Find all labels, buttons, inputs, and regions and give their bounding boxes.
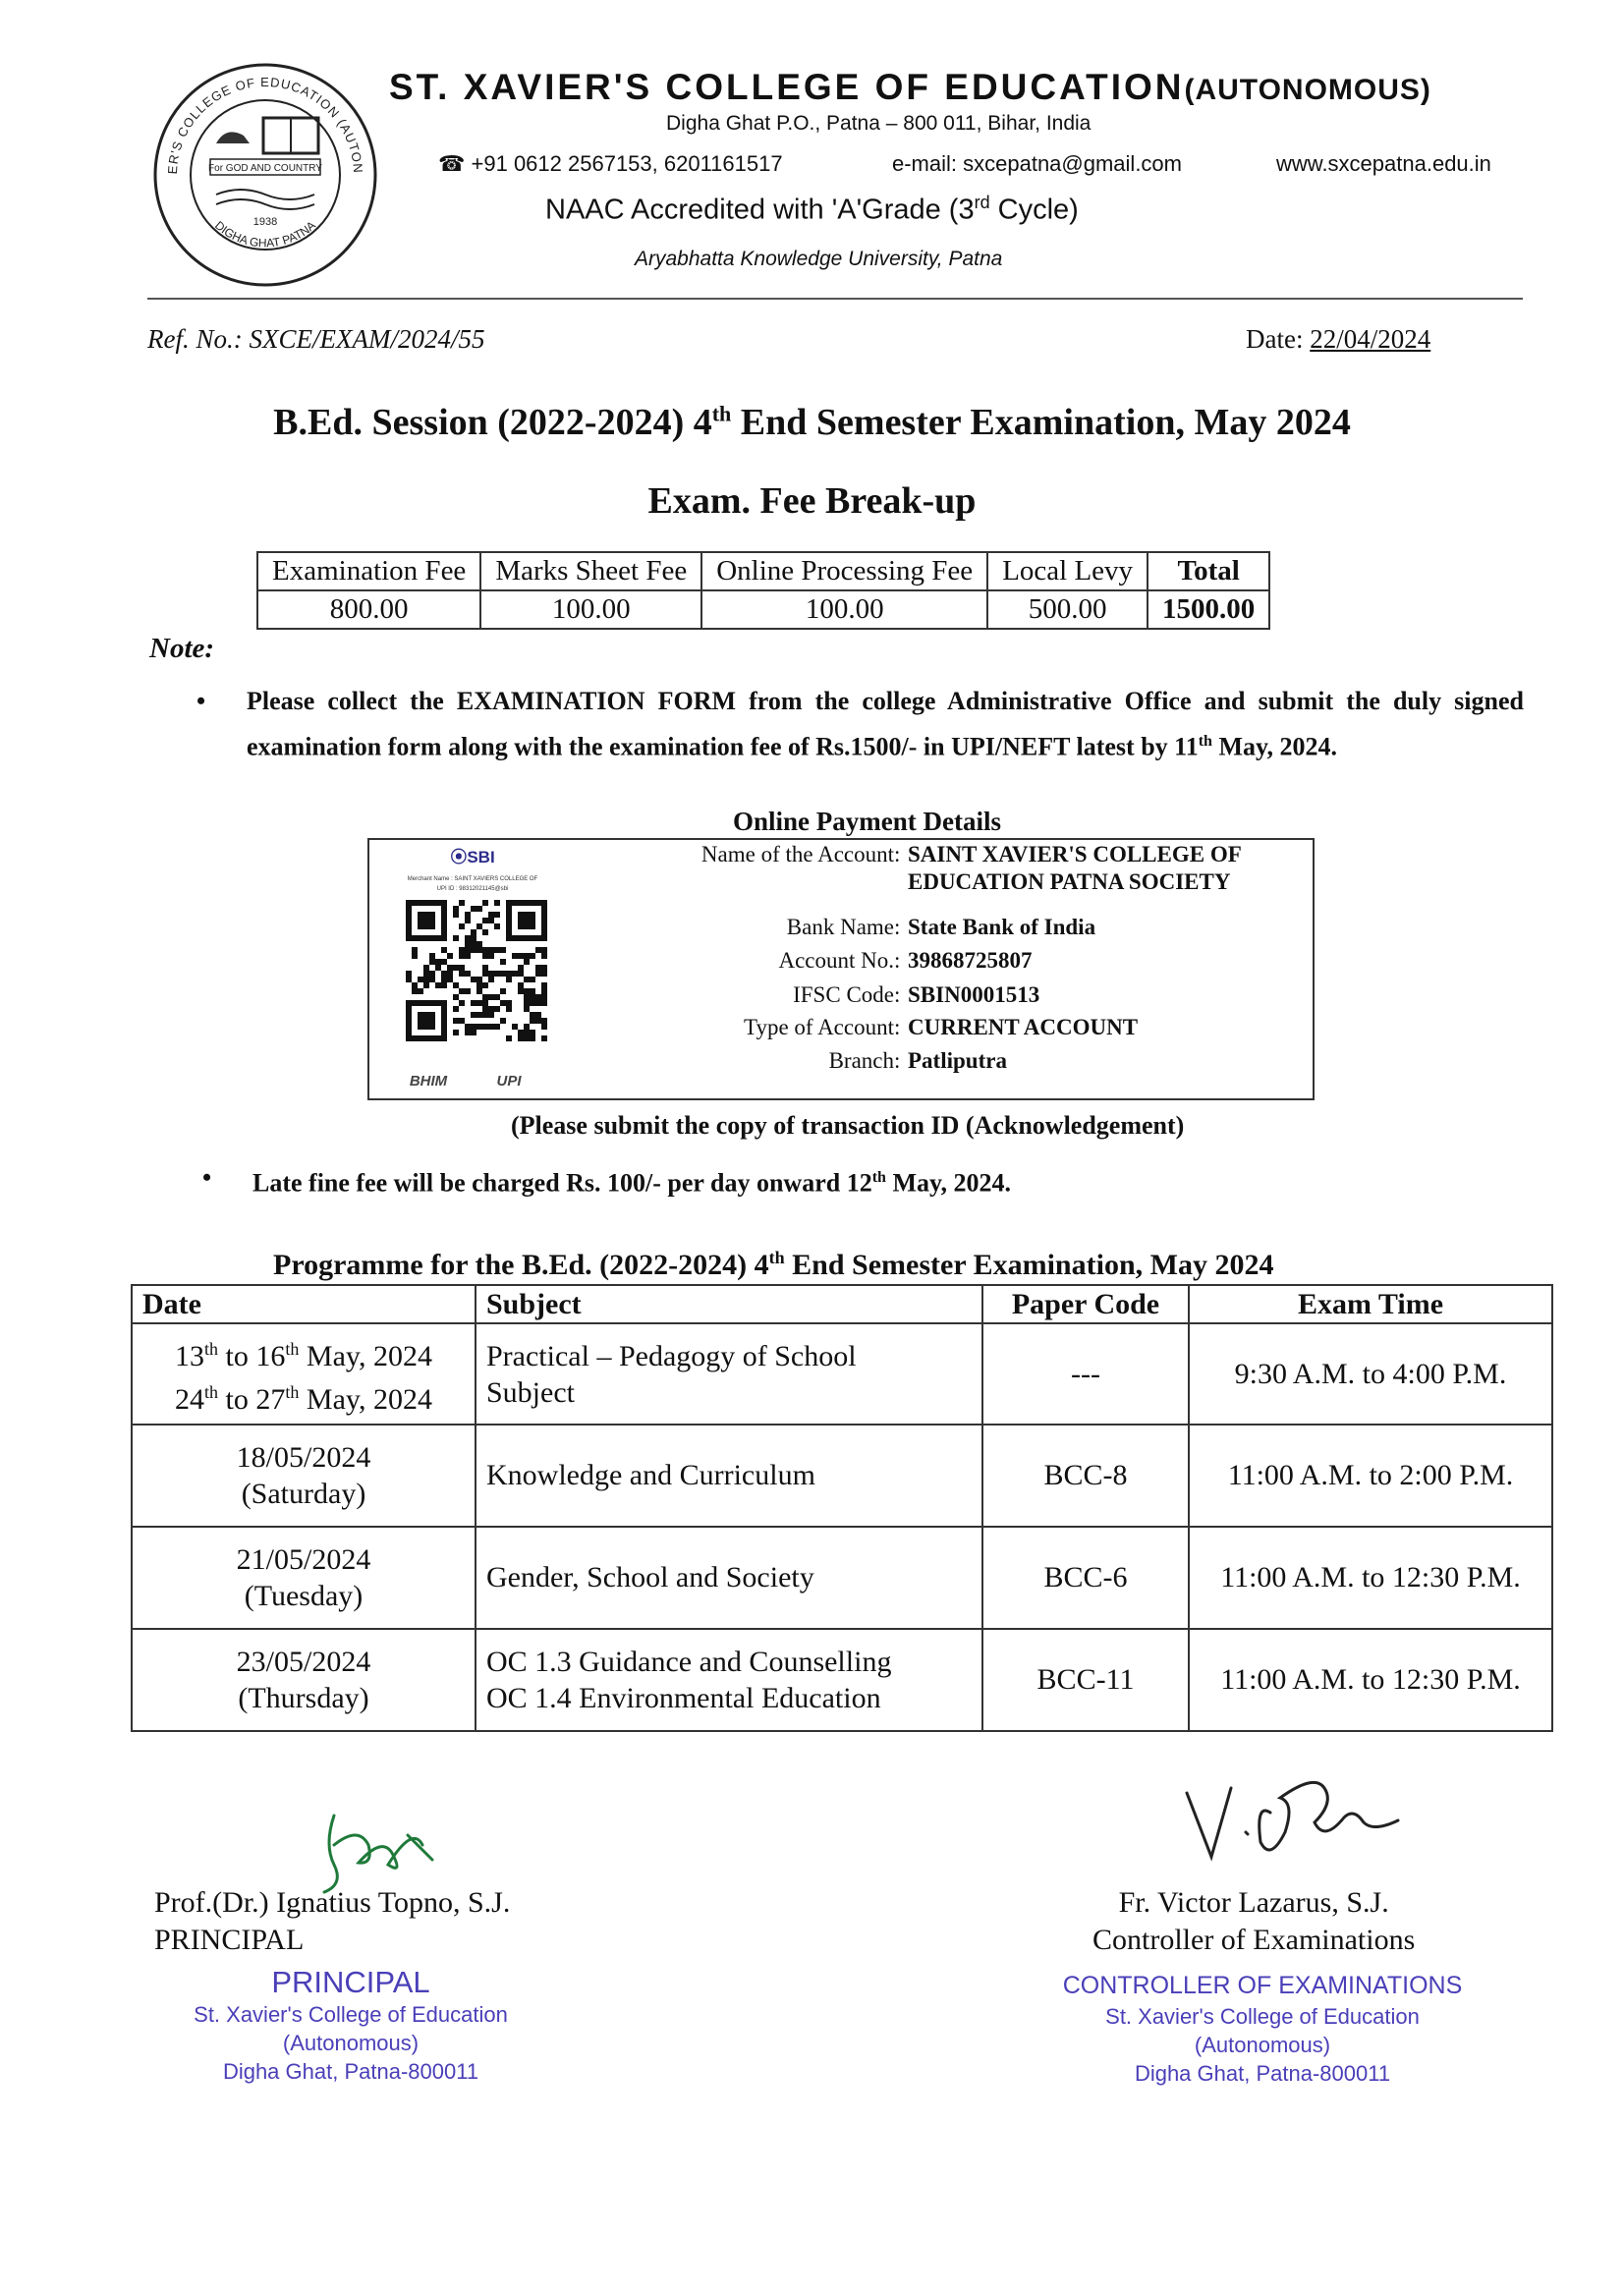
college-name-suffix: (AUTONOMOUS) [1184,74,1431,106]
email-address: e-mail: sxcepatna@gmail.com [892,151,1182,176]
fee-table-row [257,590,1269,629]
principal-stamp: PRINCIPAL St. Xavier's College of Education (Autonomous) Digha Ghat, Patna-800011 [194,1965,508,2084]
university-affiliation: Aryabhatta Knowledge University, Patna [635,248,1003,270]
principal-name: Prof.(Dr.) Ignatius Topno, S.J. [154,1886,511,1919]
schedule-time-cell: 11:00 A.M. to 2:00 P.M. [1189,1425,1552,1527]
late-fee-note: Late fine fee will be charged Rs. 100/- per day onward 12th May, 2024. [252,1168,1012,1198]
schedule-subject-cell: Gender, School and Society [476,1527,982,1629]
schedule-time-cell: 11:00 A.M. to 12:30 P.M. [1189,1527,1552,1629]
fee-value-cell: 800.00 [257,590,480,629]
controller-block [1092,1884,1415,1959]
schedule-date-cell: 23/05/2024 (Thursday) [132,1629,476,1731]
schedule-header-cell: Exam Time [1189,1285,1552,1323]
reference-number: Ref. No.: SXCE/EXAM/2024/55 [147,324,485,354]
svg-text:ST. XAVIER'S COLLEGE OF EDUCAT [147,57,365,175]
schedule-code-cell: BCC-6 [982,1527,1189,1629]
schedule-row [132,1425,1552,1527]
college-logo [147,57,383,293]
controller-name: Fr. Victor Lazarus, S.J. [1118,1886,1389,1919]
schedule-header-cell: Subject [476,1285,982,1323]
college-address: Digha Ghat P.O., Patna – 800 011, Bihar, India [666,112,1092,135]
schedule-time-cell: 11:00 A.M. to 12:30 P.M. [1189,1629,1552,1731]
schedule-code-cell: --- [982,1323,1189,1425]
principal-signature [314,1806,442,1894]
payment-details-box: ⦿SBI Merchant Name : SAINT XAVIERS COLLEGE OF UPI ID : 98312021145@sbi BHIM UPI Name of the Account : SAINT XAVIER'S COLLEGE OF EDUCATION PATNA SOCIETY Bank Name : State Bank of India Account No. : 39868725807 IFSC Code : SBIN0001513 Type of Account : CURRENT ACCOUNT Branch : Patliputra [367,838,1315,1100]
principal-block [154,1884,510,1959]
fee-table [256,551,1270,630]
acknowledgement-note: (Please submit the copy of transaction ID (Acknowledgement) [511,1111,1185,1140]
schedule-row [132,1527,1552,1629]
qr-merchant-name: Merchant Name : SAINT XAVIERS COLLEGE OF [407,876,538,882]
bullet-marker: • [202,1163,212,1192]
schedule-row [132,1629,1552,1731]
fee-value-cell: 500.00 [987,590,1148,629]
naac-accreditation: NAAC Accredited with 'A'Grade (3rd Cycle) [545,193,1079,226]
logo-ring-text: ER'S COLLEGE OF EDUCATION (AUTON [164,74,366,175]
upi-logo: UPI [496,1073,522,1090]
fee-header-cell: Marks Sheet Fee [480,552,701,590]
schedule-header-cell: Paper Code [982,1285,1189,1323]
bullet-marker: • [196,687,206,715]
logo-bottom-text: DIGHA GHAT PATNA [212,218,318,251]
schedule-subject-cell: Knowledge and Curriculum [476,1425,982,1527]
schedule-row [132,1323,1552,1425]
schedule-header-cell: Date [132,1285,476,1323]
qr-code-pattern [406,900,547,1041]
principal-title: PRINCIPAL [154,1924,305,1956]
programme-title: Programme for the B.Ed. (2022-2024) 4th End Semester Examination, May 2024 [273,1248,1274,1281]
fee-header-cell: Online Processing Fee [701,552,987,590]
fee-value-cell: 100.00 [701,590,987,629]
payment-details-title: Online Payment Details [733,807,1001,836]
fee-header-cell: Examination Fee [257,552,480,590]
schedule-date-cell: 18/05/2024 (Saturday) [132,1425,476,1527]
fee-header-cell: Total [1148,552,1269,590]
qr-upi-id: UPI ID : 98312021145@sbi [436,886,509,892]
fee-total-cell: 1500.00 [1148,590,1269,629]
schedule-header-row [132,1285,1552,1323]
instruction-submit-form: Please collect the EXAMINATION FORM from the college Administrative Office and submit the duly signed examination form along with the examination fee of Rs.1500/- in UPI/NEFT latest by 11th May, 2024. [247,687,1524,761]
bhim-logo: BHIM [409,1073,448,1090]
issue-date: Date: 22/04/2024 [1246,324,1431,354]
phone-number: ☎ +91 0612 2567153, 6201161517 [438,151,783,176]
fee-table-header [257,552,1269,590]
controller-signature [1177,1763,1403,1872]
fee-breakup-heading: Exam. Fee Break-up [647,480,977,522]
header-divider [147,298,1523,300]
logo-year: 1938 [252,216,278,228]
schedule-code-cell: BCC-11 [982,1629,1189,1731]
fee-header-cell: Local Levy [987,552,1148,590]
website-url: www.sxcepatna.edu.in [1276,151,1491,176]
exam-schedule-table [131,1284,1553,1732]
logo-motto: For GOD AND COUNTRY [208,163,322,174]
schedule-subject-cell: Practical – Pedagogy of School Subject [476,1323,982,1425]
schedule-code-cell: BCC-8 [982,1425,1189,1527]
note-label: Note: [149,633,215,664]
fee-value-cell: 100.00 [480,590,701,629]
controller-title: Controller of Examinations [1092,1924,1416,1956]
sbi-logo: ⦿SBI [450,848,495,866]
college-name [389,67,1431,108]
upi-qr-code [381,843,564,1093]
document-title: B.Ed. Session (2022-2024) 4th End Semester Examination, May 2024 [273,401,1351,443]
schedule-date-cell: 21/05/2024 (Tuesday) [132,1527,476,1629]
college-name-main: ST. XAVIER'S COLLEGE OF EDUCATION [389,67,1185,107]
controller-stamp: CONTROLLER OF EXAMINATIONS St. Xavier's College of Education (Autonomous) Digha Ghat, Patna-800011 [1062,1972,1463,2086]
schedule-subject-cell: OC 1.3 Guidance and Counselling OC 1.4 Environmental Education [476,1629,982,1731]
schedule-time-cell: 9:30 A.M. to 4:00 P.M. [1189,1323,1552,1425]
schedule-date-cell: 13th to 16th May, 2024 24th to 27th May, 2024 [132,1323,476,1425]
